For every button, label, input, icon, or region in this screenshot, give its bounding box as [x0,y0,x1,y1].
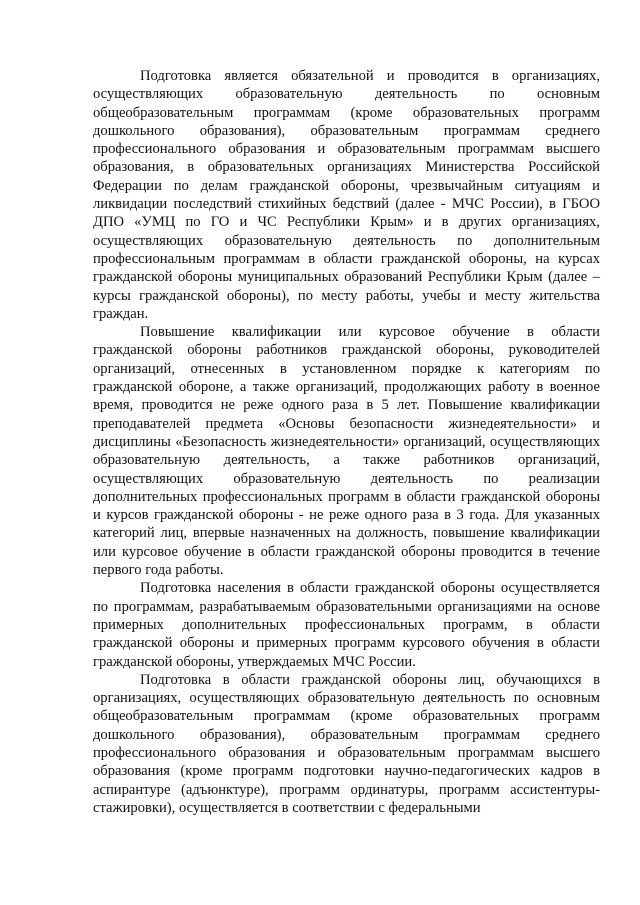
paragraph-population-training-programs: Подготовка населения в области гражданской обороны осуществляется по программам, разрабатываемым образовательными организациями на основе примерных дополнительных профессиональных программ, в области гражданской обороны и примерных программ курсового обучения в области гражданской обороны, утверждаемых МЧС России. [93,580,600,670]
paragraph-qualification-upgrade: Повышение квалификации или курсовое обучение в области гражданской обороны работников гражданской обороны, руководителей организаций, отнесенных в установленном порядке к категориям по гражданской обороне, а также организаций, продолжающих работу в военное время, проводится не реже одного раза в 5 лет. Повышение квалификации преподавателей предмета «Основы безопасности жизнедеятельности» и дисциплины «Безопасность жизнедеятельности» организаций, осуществляющих образовательную деятельность, а также работников организаций, осуществляющих образовательную деятельность по реализации дополнительных профессиональных программ в области гражданской обороны и курсов гражданской обороны - не реже одного раза в 3 года. Для указанных категорий лиц, впервые назначенных на должность, повышение квалификации или курсовое обучение в области гражданской обороны проводится в течение первого года работы. [93,324,600,579]
paragraph-student-training: Подготовка в области гражданской обороны лиц, обучающихся в организациях, осуществляющих образовательную деятельность по основным общеобразовательным программам (кроме образовательных программ дошкольного образования), образовательным программам среднего профессионального образования и образовательным программам высшего образования (кроме программ подготовки научно-педагогических кадров в аспирантуре (адъюнктуре), программ ординатуры, программ ассистентуры-стажировки), осуществляется в соответствии с федеральными [93,671,600,816]
paragraph-training-obligation: Подготовка является обязательной и проводится в организациях, осуществляющих образовательную деятельность по основным общеобразовательным программам (кроме образовательных программ дошкольного образования), образовательным программам среднего профессионального образования и образовательным программам высшего образования, в образовательных организациях Министерства Российской Федерации по делам гражданской обороны, чрезвычайным ситуациям и ликвидации последствий стихийных бедствий (далее - МЧС России), в ГБОО ДПО «УМЦ по ГО и ЧС Республики Крым» и в других организациях, осуществляющих образовательную деятельность по дополнительным профессиональным программам в области гражданской обороны, на курсах гражданской обороны муниципальных образований Республики Крым (далее – курсы гражданской обороны), по месту работы, учебы и месту жительства граждан. [93,68,600,322]
document-body [93,67,600,817]
